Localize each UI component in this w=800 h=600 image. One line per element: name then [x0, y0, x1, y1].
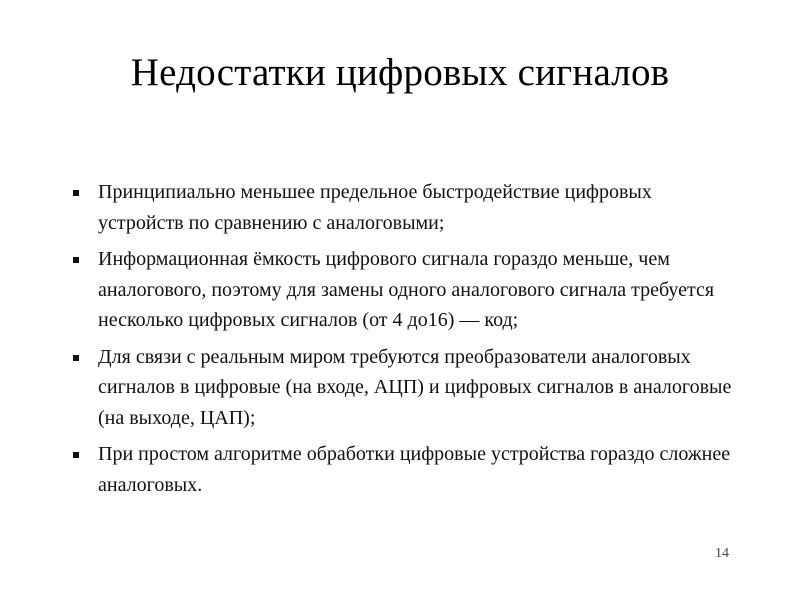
square-bullet-icon	[73, 355, 79, 361]
bullet-text: Для связи с реальным миром требуются преобразователи аналоговых сигналов в цифровые (на входе, АЦП) и цифровых сигналов в аналоговые (на выходе, ЦАП);	[98, 345, 732, 429]
square-bullet-icon	[73, 257, 79, 263]
page-number: 14	[715, 546, 729, 561]
bullet-text: При простом алгоритме обработки цифровые устройства гораздо сложнее аналоговых.	[98, 443, 731, 496]
bullet-item	[72, 244, 732, 336]
bullet-item	[72, 177, 732, 238]
slide-title: Недостатки цифровых сигналов	[130, 51, 670, 94]
bullet-text: Принципиально меньшее предельное быстродействие цифровых устройств по сравнению с аналоговыми;	[98, 181, 652, 234]
bullet-item	[72, 439, 732, 500]
square-bullet-icon	[73, 190, 79, 196]
bullet-list	[72, 177, 732, 500]
square-bullet-icon	[73, 452, 79, 458]
bullet-text: Информационная ёмкость цифрового сигнала гораздо меньше, чем аналогового, поэтому для замены одного аналогового сигнала требуется несколько цифровых сигналов (от 4 до16) — код;	[98, 248, 715, 331]
bullet-item	[72, 342, 732, 434]
